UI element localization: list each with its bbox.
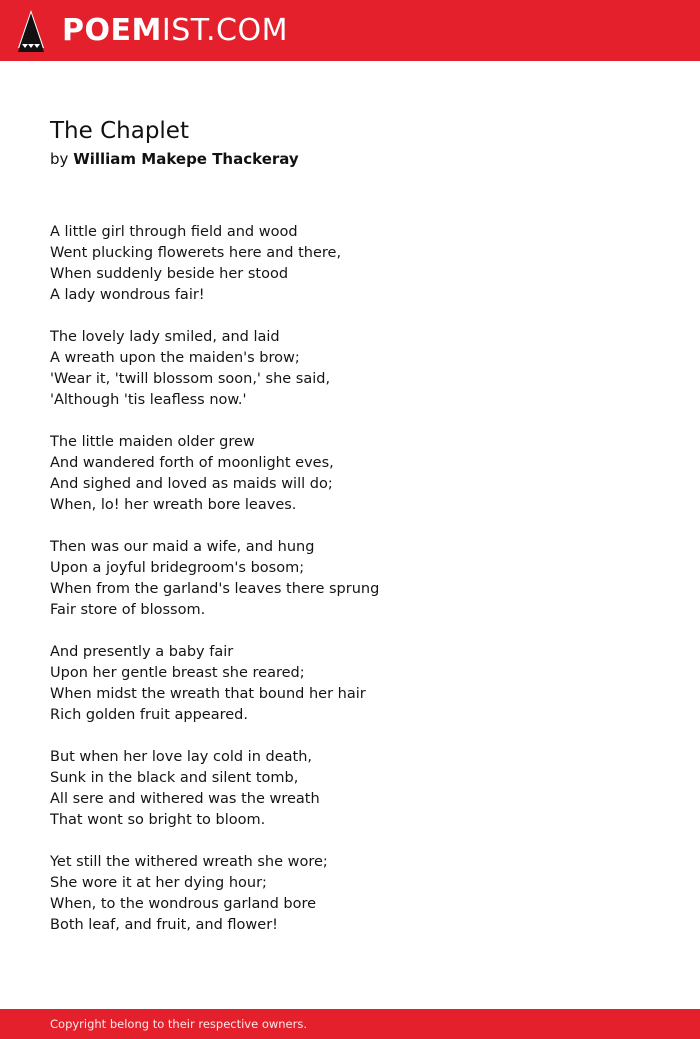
poem-line: Upon her gentle breast she reared; [50,665,305,681]
stanza [50,432,650,516]
poem-line: Rich golden fruit appeared. [50,707,248,723]
poem-line: 'Although 'tis leafless now.' [50,392,247,408]
poem-line: All sere and withered was the wreath [50,791,320,807]
pencil-icon [18,10,44,52]
poem-line: She wore it at her dying hour; [50,875,267,891]
stanza [50,537,650,621]
poem-line: Yet still the withered wreath she wore; [50,854,328,870]
poem-line: When from the garland's leaves there sprung [50,581,380,597]
poem-line: And presently a baby fair [50,644,234,660]
poem-line: A lady wondrous fair! [50,287,205,303]
poem-line: Then was our maid a wife, and hung [50,539,315,555]
poem-line: When suddenly beside her stood [50,266,289,282]
poem-line: And sighed and loved as maids will do; [50,476,333,492]
logo-text-bold: POEM [62,13,162,48]
stanza [50,327,650,411]
site-header [0,0,700,61]
poem-line: The lovely lady smiled, and laid [50,329,280,345]
poem-line: When, to the wondrous garland bore [50,896,317,912]
poem-line: But when her love lay cold in death, [50,749,313,765]
logo-text-light: IST.COM [161,13,288,48]
copyright-notice: Copyright belong to their respective owners. [50,1017,308,1031]
poem-title: The Chaplet [50,118,189,144]
byline-prefix: by [50,150,69,168]
byline [50,146,650,172]
poem-line: Upon a joyful bridegroom's bosom; [50,560,305,576]
poem-line: A wreath upon the maiden's brow; [50,350,300,366]
stanza [50,747,650,831]
poem-line: When, lo! her wreath bore leaves. [50,497,297,513]
poem-content [50,116,650,957]
poem-line: 'Wear it, 'twill blossom soon,' she said, [50,371,331,387]
stanza [50,222,650,306]
stanza [50,852,650,936]
poem-line: And wandered forth of moonlight eves, [50,455,334,471]
poem-line: The little maiden older grew [50,434,255,450]
poem-line: Both leaf, and fruit, and flower! [50,917,278,933]
site-logo[interactable] [62,12,288,50]
poem-body [50,222,650,936]
author-name: William Makepe Thackeray [73,150,299,168]
poem-line: That wont so bright to bloom. [50,812,266,828]
site-footer [0,1009,700,1039]
stanza [50,642,650,726]
poem-line: When midst the wreath that bound her hair [50,686,366,702]
poem-line: Sunk in the black and silent tomb, [50,770,299,786]
poem-line: Fair store of blossom. [50,602,206,618]
poem-line: A little girl through field and wood [50,224,298,240]
poem-line: Went plucking flowerets here and there, [50,245,342,261]
